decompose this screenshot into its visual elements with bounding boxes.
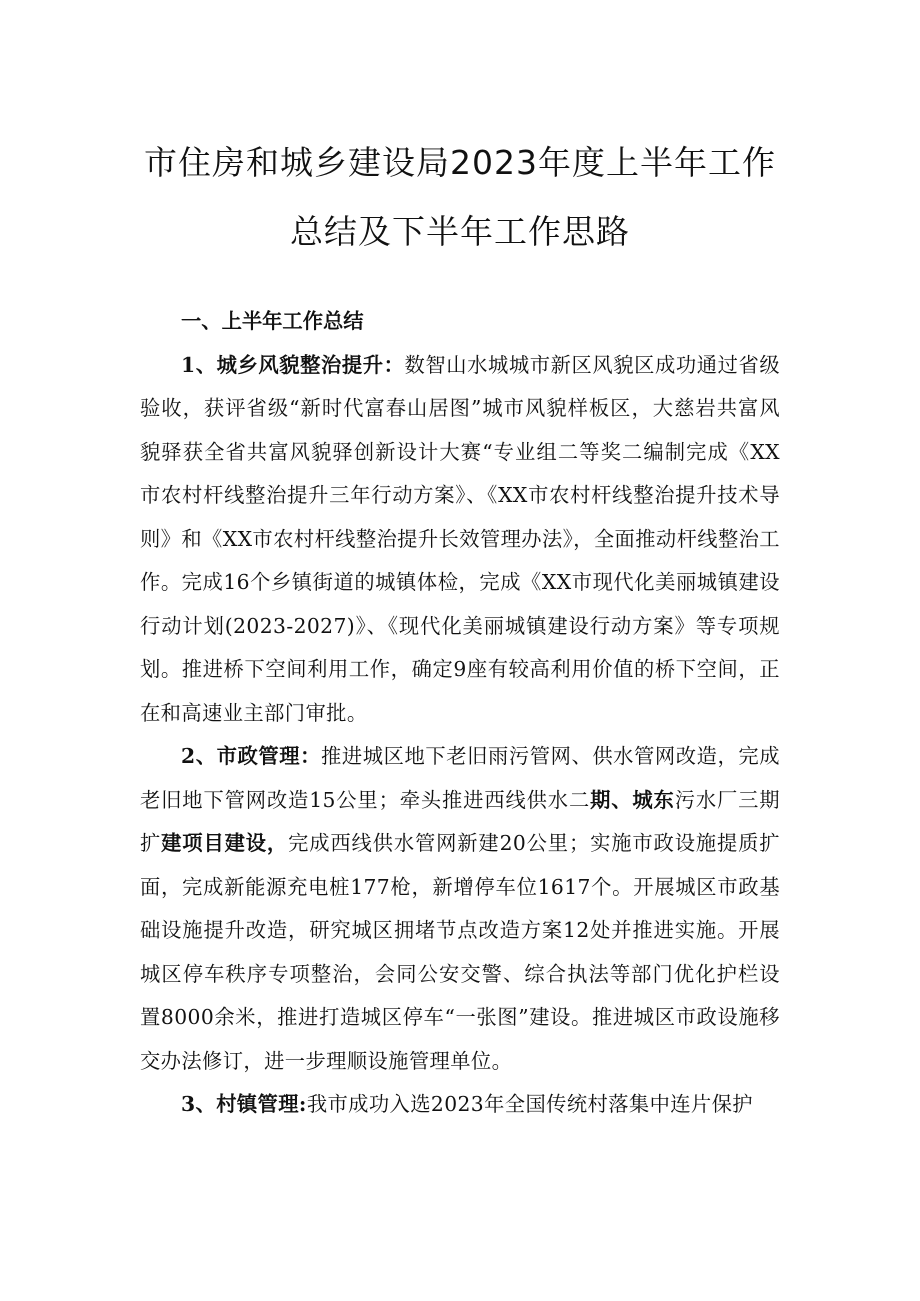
document-body xyxy=(140,300,780,1127)
paragraph-rural-urban-style xyxy=(140,344,780,736)
document-title-line-1: 市住房和城乡建设局2023年度上半年工作 xyxy=(144,143,776,182)
paragraph-municipal-management xyxy=(140,735,780,1083)
paragraph-bold-text: 建项目建设， xyxy=(161,831,289,855)
paragraph-text: 完成西线供水管网新建20公里；实施市政设施提质扩面，完成新能源充电桩177枪，新增停车位1617个。开展城区市政基础设施提升改造，研究城区拥堵节点改造方案12处并推进实施。开展城区停车秩序专项整治，会同公安交警、综合执法等部门优化护栏设置8000余米，推进打造城区停车“一张图”建设。推进城区市政设施移交办法修订，进一步理顺设施管理单位。 xyxy=(140,831,780,1073)
paragraph-text: 污水厂三期扩 xyxy=(140,787,780,855)
paragraph-text: 我市成功入选2023年全国传统村落集中连片保护 xyxy=(306,1092,753,1116)
paragraph-heading: 3、村镇管理: xyxy=(181,1092,307,1116)
paragraph-heading: 2、市政管理： xyxy=(181,744,321,768)
paragraph-bold-text: 期、城东 xyxy=(590,787,675,812)
paragraph-text: 推进城区地下老旧雨污管网、供水管网改造，完成老旧地下管网改造15公里；牵头推进西线供水二 xyxy=(140,744,780,812)
paragraph-heading: 1、城乡风貌整治提升： xyxy=(181,352,405,377)
paragraph-text: 数智山水城城市新区风貌区成功通过省级验收，获评省级“新时代富春山居图”城市风貌样板区，大慈岩共富风貌驿获全省共富风貌驿创新设计大赛“专业组二等奖二编制完成《XX市农村杆线整治提升三年行动方案》、《XX市农村杆线整治提升技术导则》和《XX市农村杆线整治提升长效管理办法》，全面推动杆线整治工作。完成16个乡镇街道的城镇体检，完成《XX市现代化美丽城镇建设行动计划(2023-2027)》、《现代化美丽城镇建设行动方案》等专项规划。推进桥下空间利用工作，确定9座有较高利用价值的桥下空间，正在和高速业主部门审批。 xyxy=(140,352,780,725)
section-heading: 一、上半年工作总结 xyxy=(181,309,364,333)
paragraph-village-management xyxy=(140,1083,780,1127)
document-title-line-2: 总结及下半年工作思路 xyxy=(290,212,630,251)
